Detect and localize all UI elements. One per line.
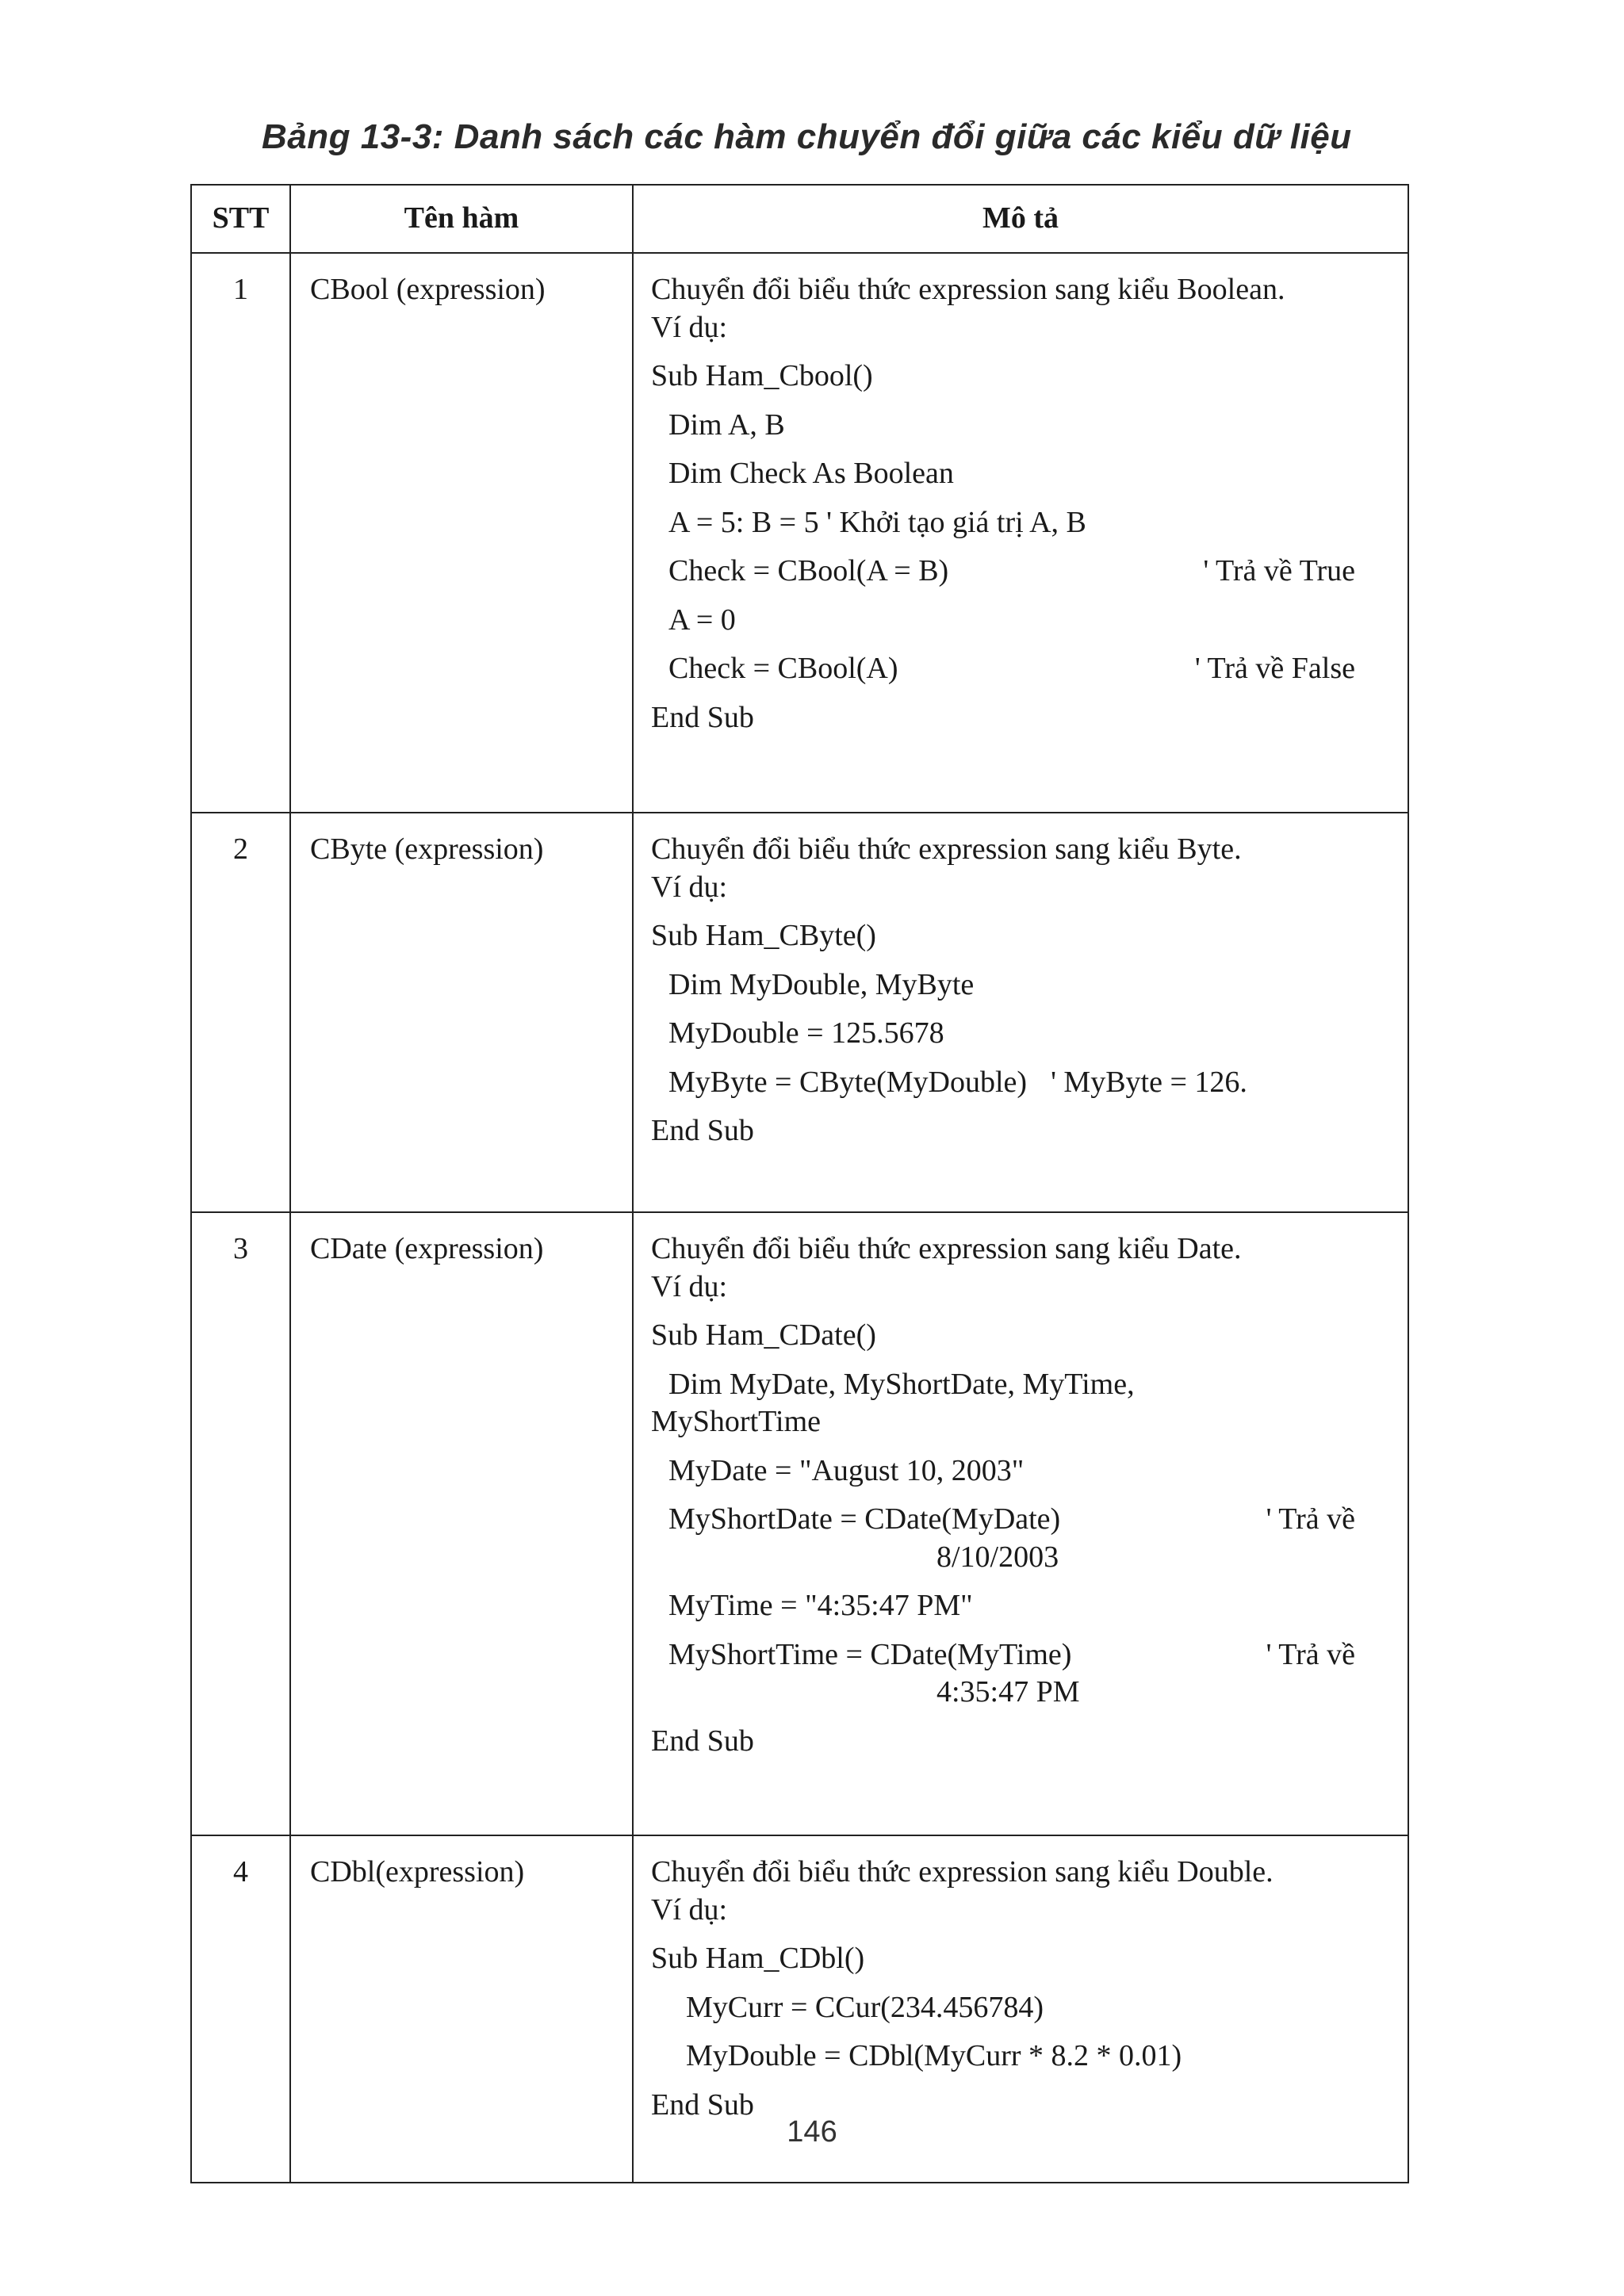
row-function-name: CDate (expression) [290,1212,633,1835]
code-continuation: 8/10/2003 [936,1540,1059,1574]
code-statement: Check = CBool(A) [668,652,898,685]
code-line: A = 0 [668,603,736,637]
description-text: Chuyển đổi biểu thức expression sang kiểu Double. [651,1855,1274,1888]
row-stt: 2 [191,813,290,1212]
code-line: MyDouble = 125.5678 [668,1016,944,1050]
header-function-name: Tên hàm [290,185,633,253]
header-stt: STT [191,185,290,253]
code-line-main [651,1636,1395,1674]
example-label: Ví dụ: [651,310,728,344]
row-description [633,253,1408,813]
code-line: Sub Ham_Cbool() [651,359,873,392]
code-line: Sub Ham_CDate() [651,1318,876,1352]
page-number: 146 [787,2115,837,2149]
code-continuation: MyShortTime [651,1405,821,1438]
code-line [651,1636,1395,1712]
page-title: Bảng 13-3: Danh sách các hàm chuyển đổi giữa các kiểu dữ liệu [262,117,1352,156]
code-line: MyCurr = CCur(234.456784) [686,1990,1044,2024]
code-line [651,650,1395,688]
code-line [651,1501,1395,1576]
code-line [651,1366,1395,1441]
row-stt: 3 [191,1212,290,1835]
code-statement: MyShortTime = CDate(MyTime) [668,1637,1072,1671]
table-row [191,1212,1408,1835]
code-comment: ' MyByte = 126. [1051,1065,1247,1099]
row-description [633,1212,1408,1835]
code-line: A = 5: B = 5 ' Khởi tạo giá trị A, B [668,505,1086,539]
example-label: Ví dụ: [651,870,728,904]
row-function-name: CByte (expression) [290,813,633,1212]
example-label: Ví dụ: [651,1892,728,1927]
example-label: Ví dụ: [651,1269,728,1303]
code-line: Sub Ham_CByte() [651,919,876,952]
code-statement: MyShortDate = CDate(MyDate) [668,1502,1061,1536]
code-continuation: 4:35:47 PM [936,1675,1080,1709]
conversion-functions-table [190,184,1409,2183]
code-line: End Sub [651,1724,754,1758]
row-function-name: CDbl(expression) [290,1835,633,2183]
table-row [191,813,1408,1212]
row-function-name: CBool (expression) [290,253,633,813]
code-line-main [651,1501,1395,1539]
code-statement: MyByte = CByte(MyDouble) [668,1065,1028,1099]
code-line: Dim A, B [668,408,785,442]
row-description [633,813,1408,1212]
code-line: Dim MyDouble, MyByte [668,967,975,1001]
table-row [191,253,1408,813]
code-line: End Sub [651,700,754,734]
code-comment: ' Trả về [1266,1502,1355,1536]
table-header-row [191,185,1408,253]
code-line: MyDouble = CDbl(MyCurr * 8.2 * 0.01) [686,2039,1182,2072]
code-comment: ' Trả về False [1194,652,1355,685]
code-line: MyDate = "August 10, 2003" [668,1453,1025,1487]
row-stt: 4 [191,1835,290,2183]
code-line: MyTime = "4:35:47 PM" [668,1589,973,1622]
code-line: End Sub [651,1114,754,1147]
header-description: Mô tả [633,185,1408,253]
description-text: Chuyển đổi biểu thức expression sang kiểu Boolean. [651,273,1285,306]
code-line: Dim Check As Boolean [668,457,954,490]
code-comment: ' Trả về [1266,1637,1355,1671]
code-line [651,553,1395,591]
code-statement: Check = CBool(A = B) [668,554,949,587]
description-text: Chuyển đổi biểu thức expression sang kiểu Byte. [651,832,1242,866]
code-comment: ' Trả về True [1203,554,1355,587]
code-line [651,1064,1395,1102]
row-stt: 1 [191,253,290,813]
code-line: End Sub [651,2087,754,2122]
code-statement: Dim MyDate, MyShortDate, MyTime, [668,1367,1135,1401]
code-line: Sub Ham_CDbl() [651,1942,865,1975]
description-text: Chuyển đổi biểu thức expression sang kiểu Date. [651,1232,1242,1265]
